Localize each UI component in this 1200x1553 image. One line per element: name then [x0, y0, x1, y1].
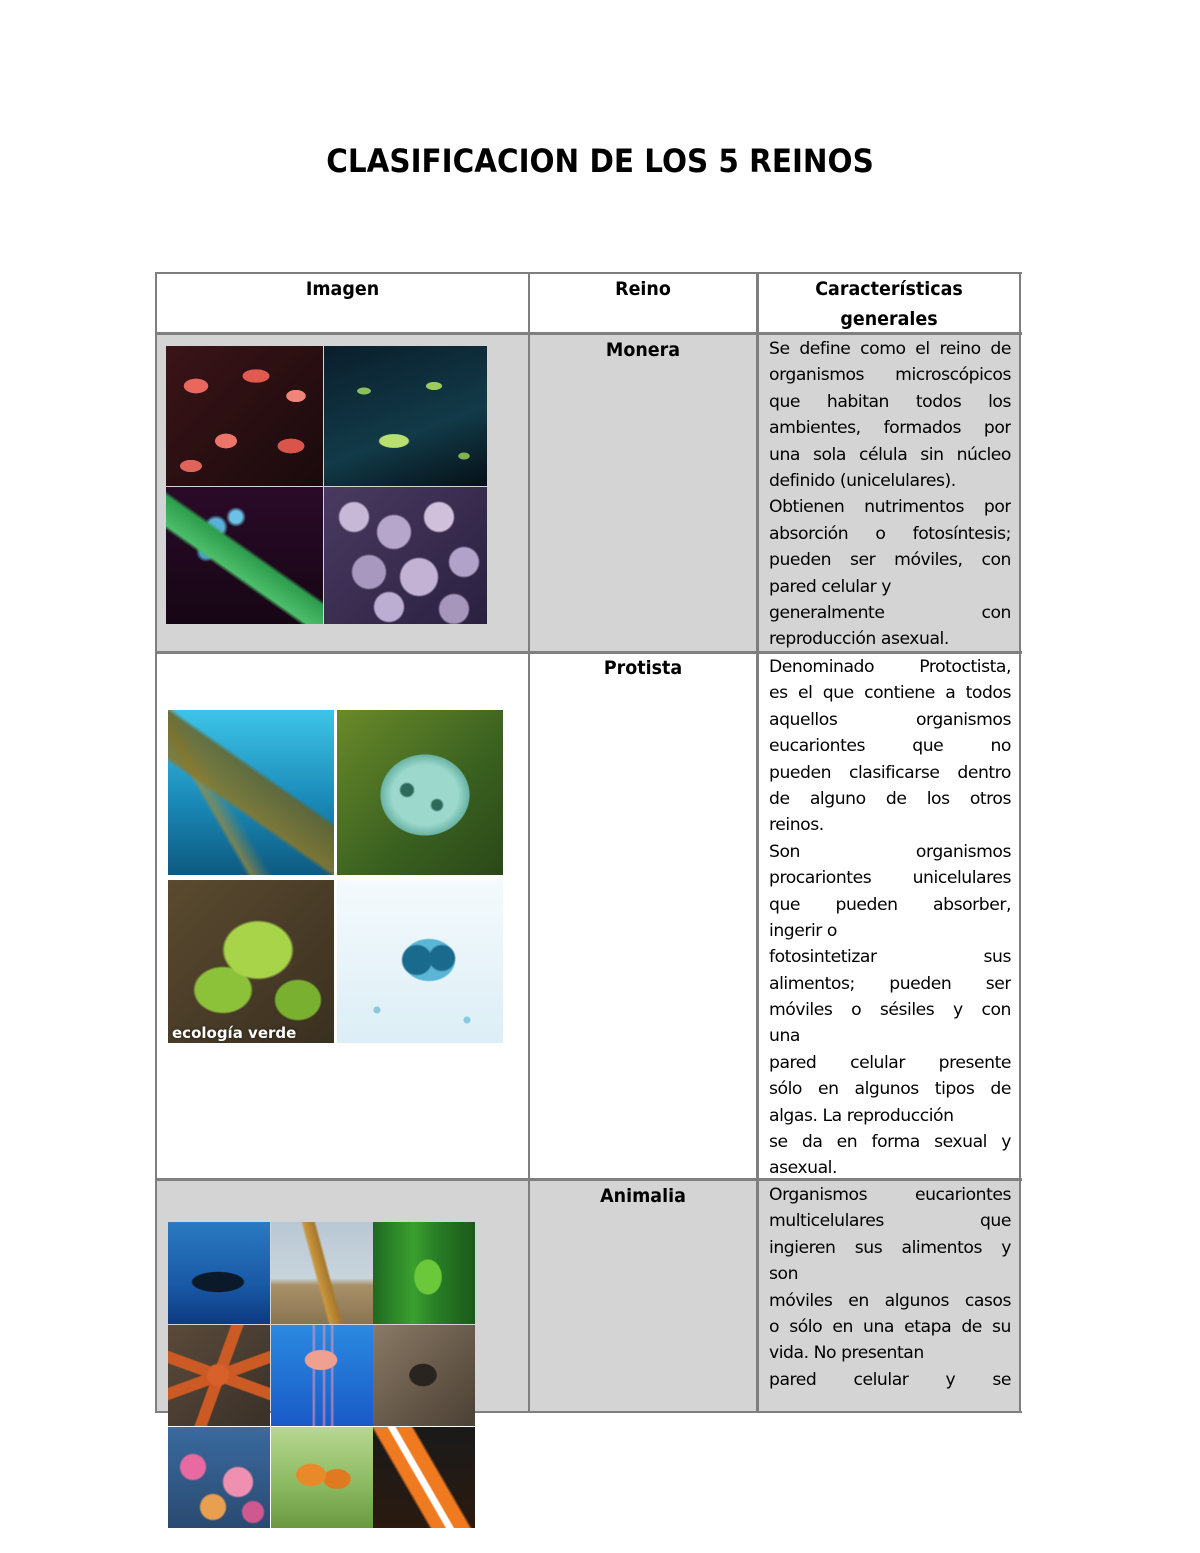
description-line: definido (unicelulares). [769, 470, 956, 491]
description-line: una sola célula sin núcleo [769, 444, 1011, 465]
jellyfish-photo [271, 1325, 373, 1426]
description-line: es el que contiene a todos [769, 683, 1011, 704]
table-divider [756, 272, 759, 1413]
description-line: reinos. [769, 815, 824, 836]
header-caracteristicas-line-2: generales [840, 308, 938, 330]
description-line: Se define como el reino de [769, 339, 1011, 359]
description-line: de alguno de los otros [769, 788, 1011, 809]
description-line: reproducción asexual. [769, 629, 949, 650]
description-line: ingieren sus alimentos y [769, 1237, 1011, 1258]
description-line: multicelulares que [769, 1211, 1011, 1232]
animalia-description [769, 1182, 1011, 1393]
table-border-left [155, 272, 157, 1413]
reino-monera: Monera [605, 339, 681, 361]
description-line: generalmente con [769, 602, 1011, 623]
description-line: son [769, 1264, 799, 1285]
blue-flagellate-photo [337, 880, 503, 1043]
description-line: asexual. [769, 1158, 837, 1179]
description-line: algas. La reproducción [769, 1105, 954, 1126]
table-divider [528, 272, 530, 1413]
description-line: procariontes unicelulares [769, 868, 1011, 889]
purple-coccus-cluster-photo [324, 487, 487, 624]
header-caracteristicas-line-1: Características [815, 278, 963, 300]
header-caracteristicas [769, 274, 1008, 334]
description-line: o sólo en una etapa de su [769, 1316, 1011, 1337]
description-line: sólo en algunos tipos de [769, 1079, 1011, 1100]
description-line: pared celular presente [769, 1052, 1011, 1073]
description-line: organismos microscópicos [769, 365, 1011, 386]
green-algae-photo [168, 880, 334, 1043]
description-line: Obtienen nutrimentos por [769, 497, 1011, 518]
underwater-kelp-photo [168, 710, 334, 875]
green-paramecium-photo [337, 710, 503, 875]
description-line: ingerir o [769, 920, 837, 941]
protista-description [769, 654, 1011, 1182]
header-imagen: Imagen [305, 278, 380, 300]
watermark-text: ecología verde [172, 1024, 297, 1042]
description-line: pueden ser móviles, con [769, 550, 1011, 571]
reino-protista: Protista [603, 657, 683, 679]
monera-description [769, 336, 1011, 653]
description-line: móviles o sésiles y con [769, 1000, 1011, 1021]
monarch-butterfly-photo [271, 1427, 373, 1528]
red-rod-bacteria-photo [166, 346, 323, 486]
starfish-photo [168, 1325, 270, 1426]
tarantula-photo [373, 1325, 475, 1426]
table-border-right [1019, 272, 1021, 1413]
green-bacillus-photo [166, 487, 323, 624]
description-line: una [769, 1026, 800, 1047]
description-line: que pueden absorber, [769, 894, 1011, 915]
description-line: Son organismos [769, 841, 1011, 862]
description-line: fotosintetizar sus [769, 947, 1011, 968]
description-line: pared celular y se [769, 1369, 1011, 1390]
giraffe-photo [271, 1222, 373, 1324]
header-reino: Reino [615, 278, 671, 300]
description-line: pared celular y [769, 576, 892, 597]
manta-ray-photo [168, 1222, 270, 1324]
description-line: alimentos; pueden ser [769, 973, 1011, 994]
description-line: móviles en algunos casos [769, 1290, 1011, 1311]
description-line: aquellos organismos [769, 709, 1011, 730]
description-line: Organismos eucariontes [769, 1185, 1011, 1205]
document-title: CLASIFICACION DE LOS 5 REINOS [326, 142, 874, 180]
description-line: ambientes, formados por [769, 418, 1011, 439]
description-line: eucariontes que no [769, 736, 1011, 757]
coral-reef-photo [168, 1427, 270, 1528]
description-line: que habitan todos los [769, 391, 1011, 412]
reino-animalia: Animalia [600, 1185, 686, 1207]
description-line: vida. No presentan [769, 1343, 924, 1364]
description-line: pueden clasificarse dentro [769, 762, 1011, 783]
green-flagellated-bacteria-photo [324, 346, 487, 486]
clownfish-photo [373, 1427, 475, 1528]
description-line: absorción o fotosíntesis; [769, 523, 1011, 544]
description-line: se da en forma sexual y [769, 1132, 1011, 1153]
tree-frog-photo [373, 1222, 475, 1324]
description-line: Denominado Protoctista, [769, 657, 1011, 677]
